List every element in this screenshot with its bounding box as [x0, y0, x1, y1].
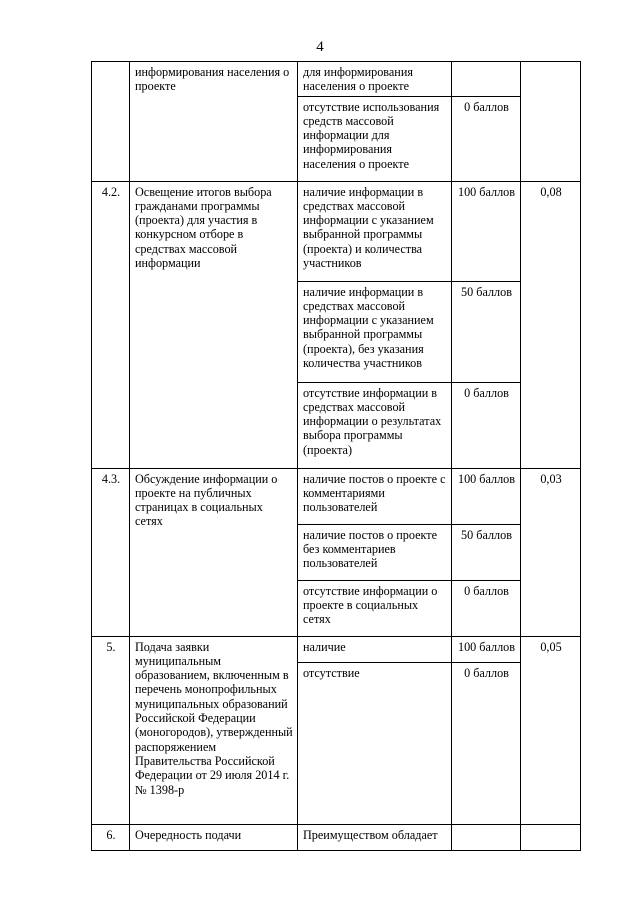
criterion-score: 0 баллов	[452, 662, 521, 824]
criterion-option: отсутствие	[298, 662, 452, 824]
criterion-weight: 0,03	[521, 468, 581, 636]
criterion-score: 0 баллов	[452, 382, 521, 468]
table-row	[92, 636, 581, 662]
criterion-name: информирования населения о проекте	[130, 62, 298, 182]
table-row	[92, 824, 581, 850]
page-number: 4	[316, 39, 324, 55]
criterion-weight	[521, 824, 581, 850]
criterion-score: 0 баллов	[452, 96, 521, 181]
criterion-number: 6.	[92, 824, 130, 850]
criteria-table	[91, 61, 581, 851]
criterion-number: 4.3.	[92, 468, 130, 636]
criterion-score: 100 баллов	[452, 636, 521, 662]
criterion-number: 4.2.	[92, 181, 130, 468]
criterion-weight	[521, 62, 581, 182]
criterion-score: 100 баллов	[452, 181, 521, 281]
criterion-option: наличие постов о проекте с комментариями пользователей	[298, 468, 452, 524]
criterion-number	[92, 62, 130, 182]
criterion-option: отсутствие использования средств массовой информации для информирования населения о проекте	[298, 96, 452, 181]
table-row	[92, 62, 581, 97]
criterion-option: наличие постов о проекте без комментариев пользователей	[298, 524, 452, 580]
criterion-option: отсутствие информации в средствах массовой информации о результатах выбора программы (проекта)	[298, 382, 452, 468]
criterion-option: Преимуществом обладает	[298, 824, 452, 850]
criterion-name: Обсуждение информации о проекте на публичных страницах в социальных сетях	[130, 468, 298, 636]
criterion-score: 50 баллов	[452, 524, 521, 580]
criterion-name: Подача заявки муниципальным образованием, включенным в перечень монопрофильных муниципальных образований Российской Федерации (моногородов), утвержденный распоряжением Правительства Российской Федерации от 29 июля 2014 г. № 1398-р	[130, 636, 298, 824]
criterion-score	[452, 62, 521, 97]
criterion-score: 0 баллов	[452, 580, 521, 636]
criterion-weight: 0,05	[521, 636, 581, 824]
criterion-score: 50 баллов	[452, 281, 521, 382]
criterion-name: Освещение итогов выбора гражданами программы (проекта) для участия в конкурсном отборе в средствах массовой информации	[130, 181, 298, 468]
criterion-score	[452, 824, 521, 850]
criterion-option: отсутствие информации о проекте в социальных сетях	[298, 580, 452, 636]
criterion-name: Очередность подачи	[130, 824, 298, 850]
criterion-option: для информирования населения о проекте	[298, 62, 452, 97]
criterion-number: 5.	[92, 636, 130, 824]
criterion-option: наличие информации в средствах массовой информации с указанием выбранной программы (проекта), без указания количества участников	[298, 281, 452, 382]
criterion-score: 100 баллов	[452, 468, 521, 524]
table-row	[92, 468, 581, 524]
criterion-weight: 0,08	[521, 181, 581, 468]
criterion-option: наличие	[298, 636, 452, 662]
criterion-option: наличие информации в средствах массовой информации с указанием выбранной программы (проекта) и количества участников	[298, 181, 452, 281]
table-row	[92, 181, 581, 281]
